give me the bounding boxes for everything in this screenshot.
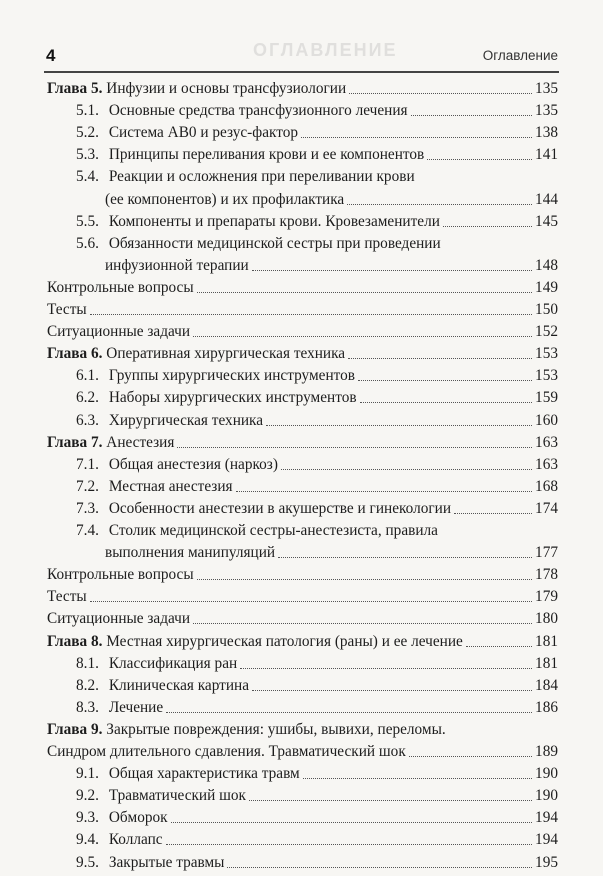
toc-entry-title [76,100,408,121]
section-number: 7.2. [76,477,99,495]
page-reference: 181 [535,654,558,672]
section-number: 7.4. [76,522,99,539]
toc-entry-title [76,498,451,519]
page-reference: 145 [535,212,558,230]
toc-entry-title [47,631,463,652]
section-number: 8.2. [76,676,99,694]
page-reference: 159 [535,389,558,407]
dot-leader [177,446,532,448]
section-number: 5.6. [76,234,99,252]
toc-row [0,520,603,541]
toc-row [0,387,603,408]
entry-text: Закрытые травмы [108,853,225,871]
page-reference: 153 [535,367,558,385]
dot-leader [281,468,532,470]
toc-row [0,697,603,718]
entry-text: Закрытые повреждения: ушибы, вывихи, переломы. [106,720,446,738]
entry-text: Оперативная хирургическая техника [106,345,346,363]
page-reference: 168 [535,477,558,495]
dot-leader [266,424,532,426]
toc-row [0,542,603,563]
page-reference: 153 [535,345,558,363]
entry-text: Столик медицинской сестры-анестезиста, правила [108,522,438,539]
toc-entry-title [76,211,440,232]
section-number: 9.5. [76,853,99,871]
section-number: 9.2. [76,787,99,805]
toc-entry-title [47,299,87,320]
dot-leader [454,512,532,514]
entry-text: Обязанности медицинской сестры при проведении [108,234,441,252]
page-reference: 135 [535,102,558,120]
entry-text: Классификация ран [108,654,238,672]
toc-entry-title [47,321,190,342]
entry-text: Группы хирургических инструментов [108,367,355,385]
toc-entry-title [47,343,345,364]
toc-row [0,586,603,607]
toc-entry-title [47,741,406,762]
chapter-label: Глава 9. [47,720,103,738]
dot-leader [360,401,532,403]
toc-row [0,144,603,165]
toc-entry-title [76,454,278,475]
toc-entry-title [76,122,298,143]
page-reference: 163 [535,455,558,473]
page-number: 4 [46,46,56,65]
page-reference: 194 [535,831,558,849]
page-reference: 190 [535,787,558,805]
dot-leader [193,335,532,337]
page-reference: 135 [535,80,558,97]
section-number: 9.4. [76,831,99,849]
entry-text: Синдром длительного сдавления. Травматический шок [47,743,406,760]
toc-entry-title [105,255,249,276]
entry-text: Местная хирургическая патология (раны) и ее лечение [106,632,463,650]
chapter-label: Глава 5. [47,80,103,97]
section-number: 8.3. [76,698,99,716]
dot-leader [466,645,532,647]
toc-row [0,189,603,210]
toc-row [0,675,603,696]
entry-text: Травматический шок [108,787,246,805]
section-number: 5.3. [76,146,99,164]
page-reference: 181 [535,632,558,650]
page-reference: 138 [535,124,558,142]
toc-entry-title [47,586,87,607]
entry-text: Контрольные вопросы [47,566,194,584]
entry-text: Ситуационные задачи [47,323,191,341]
entry-text: инфузионной терапии [105,256,249,274]
watermark-heading: ОГЛАВЛЕНИЕ [253,40,398,60]
page-header [0,42,603,72]
dot-leader [166,711,532,713]
page-reference: 148 [535,256,558,274]
toc-row [0,608,603,629]
section-number: 5.2. [76,124,99,142]
dot-leader [301,136,532,138]
toc-row [0,343,603,364]
dot-leader [171,821,532,823]
toc-row [0,719,603,740]
dot-leader [193,622,532,624]
toc-row [0,211,603,232]
toc-row [0,763,603,784]
toc-row [0,166,603,187]
dot-leader [409,755,532,757]
dot-leader [252,269,532,271]
section-number: 9.3. [76,809,99,827]
dot-leader [252,689,532,691]
page-reference: 150 [535,301,558,318]
entry-text: Инфузии и основы трансфузиологии [106,80,347,97]
entry-text: Хирургическая техника [108,411,264,429]
section-number: 5.4. [76,168,99,186]
section-number: 7.1. [76,455,99,473]
section-number: 5.1. [76,102,99,120]
section-number: 8.1. [76,654,99,672]
dot-leader [348,357,532,359]
section-number: 6.3. [76,411,99,429]
page-reference: 149 [535,278,558,296]
page-reference: 179 [535,588,558,606]
page-reference: 186 [535,698,558,716]
page-reference: 184 [535,676,558,694]
toc-entry-title [47,564,194,585]
page-reference: 174 [535,499,558,517]
section-number: 5.5. [76,212,99,230]
entry-text: Анестезия [106,433,175,451]
toc-entry-title [76,653,237,674]
dot-leader [197,578,532,580]
section-number: 6.2. [76,389,99,407]
toc-entry-title [76,697,163,718]
dot-leader [443,225,532,227]
toc-entry-title [76,763,300,784]
page-reference: 189 [535,743,558,760]
toc-entry-title [76,166,415,187]
toc-row [0,432,603,453]
toc-entry-title [47,719,446,740]
dot-leader [347,203,532,205]
toc-row [0,807,603,828]
entry-text: Обморок [108,809,168,827]
toc-entry-title [105,542,275,563]
toc-entry-title [76,829,163,850]
toc-row [0,277,603,298]
toc-row [0,233,603,254]
toc-entry-title [76,520,438,541]
toc-row [0,829,603,850]
toc-row [0,78,603,99]
entry-text: Тесты [47,301,87,318]
running-title: Оглавление [482,48,558,63]
dot-leader [90,600,532,602]
page-reference: 160 [535,411,558,429]
toc-entry-title [47,78,346,99]
page-reference: 163 [535,433,558,451]
toc-row [0,498,603,519]
page-reference: 177 [535,544,558,562]
dot-leader [358,379,532,381]
toc-row [0,741,603,762]
dot-leader [349,92,532,94]
entry-text: Принципы переливания крови и ее компонентов [108,146,425,164]
entry-text: Тесты [47,588,87,606]
chapter-label: Глава 8. [47,632,103,650]
dot-leader [197,291,532,293]
section-number: 7.3. [76,499,99,517]
entry-text: Общая характеристика травм [108,765,300,783]
toc-row [0,321,603,342]
entry-text: Лечение [108,698,164,716]
entry-text: Контрольные вопросы [47,278,194,296]
toc-row [0,852,603,873]
section-number: 6.1. [76,367,99,385]
toc-entry-title [76,675,249,696]
chapter-label: Глава 6. [47,345,103,363]
entry-text: Особенности анестезии в акушерстве и гинекологии [108,499,452,517]
dot-leader [303,777,532,779]
toc-row [0,365,603,386]
entry-text: Общая анестезия (наркоз) [108,455,278,473]
toc-entry-title [76,476,233,497]
dot-leader [90,313,532,315]
toc-entry-title [76,365,355,386]
dot-leader [278,556,532,558]
toc-entry-title [76,144,424,165]
toc-entry-title [76,233,441,254]
page-reference: 190 [535,765,558,783]
section-number: 9.1. [76,765,99,783]
page-reference: 180 [535,610,558,628]
entry-text: Основные средства трансфузионного лечения [108,102,408,120]
toc-row [0,564,603,585]
toc-entry-title [76,387,357,408]
toc-row [0,476,603,497]
toc-entry-title [76,807,168,828]
toc-entry-title [105,189,344,210]
page-reference: 194 [535,809,558,827]
page-reference: 141 [535,146,558,164]
toc-row [0,410,603,431]
toc-entry-title [47,277,194,298]
toc-row [0,255,603,276]
entry-text: Реакции и осложнения при переливании крови [108,168,415,186]
entry-text: Компоненты и препараты крови. Кровезаменители [108,212,440,230]
page-reference: 195 [535,853,558,871]
toc-entry-title [76,785,246,806]
page-reference: 152 [535,323,558,341]
toc-row [0,653,603,674]
entry-text: Ситуационные задачи [47,610,191,628]
entry-text: Наборы хирургических инструментов [108,389,357,407]
toc-entry-title [47,608,190,629]
entry-text: Местная анестезия [108,477,233,495]
entry-text: (ее компонентов) и их профилактика [105,190,345,208]
entry-text: Коллапс [108,831,163,849]
toc-entry-title [76,852,224,873]
toc-row [0,785,603,806]
entry-text: Клиническая картина [108,676,250,694]
toc-row [0,122,603,143]
dot-leader [240,667,532,669]
entry-text: Система АВ0 и резус-фактор [108,124,298,142]
toc-row [0,100,603,121]
dot-leader [427,158,532,160]
toc-row [0,631,603,652]
chapter-label: Глава 7. [47,433,103,451]
toc-row [0,454,603,475]
page-reference: 178 [535,566,558,584]
toc-entry-title [76,410,263,431]
dot-leader [166,843,533,845]
dot-leader [236,490,532,492]
dot-leader [411,114,532,116]
entry-text: выполнения манипуляций [105,544,276,562]
dot-leader [249,799,532,801]
toc-row [0,299,603,320]
dot-leader [227,866,532,868]
header-rule [44,71,559,73]
toc-entry-title [47,432,174,453]
page-reference: 144 [535,190,558,208]
